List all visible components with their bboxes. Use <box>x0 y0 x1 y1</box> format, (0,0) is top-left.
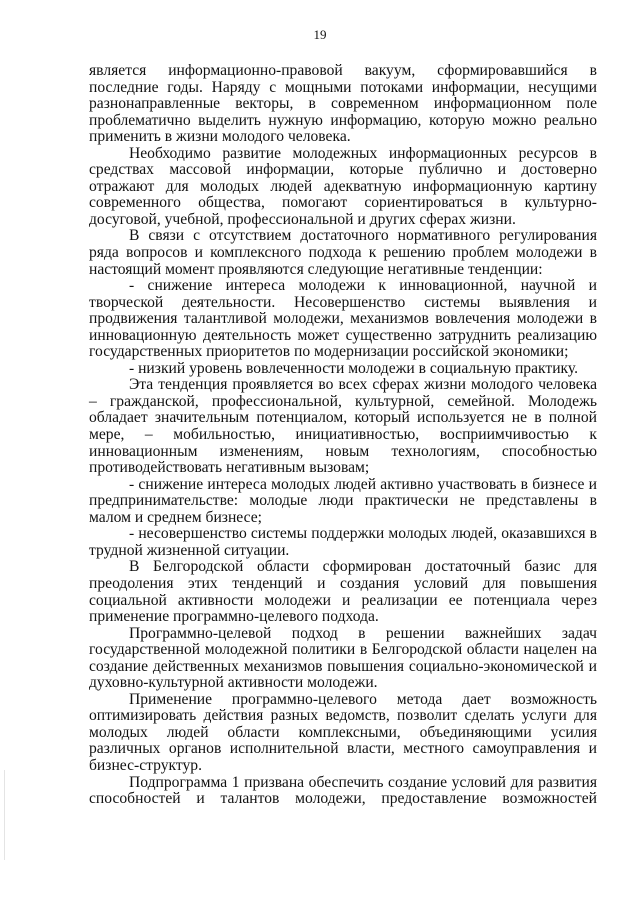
paragraph-program-approach: Программно-целевой подход в решении важнейших задач государственной молодежной политики в Белгородской области нацелен на создание действенных механизмов повышения социально-экономической и духовно-культурной активности молодежи. <box>89 624 597 692</box>
paragraph-subprogram-1: Подпрограмма 1 призвана обеспечить создание условий для развития способностей и талантов молодежи, предоставление возможностей <box>89 773 597 808</box>
list-item-innovation-interest: - снижение интереса молодежи к инновационной, научной и творческой деятельности. Несовершенство системы выявления и продвижения талантливой молодежи, механизмов вовлечения молодежи в инновационную деятельность может существенно затруднить реализацию государственных приоритетов по модернизации российской экономики; <box>89 277 597 361</box>
document-body <box>89 63 597 808</box>
paragraph-belgorod-basis: В Белгородской области сформирован достаточный базис для преодоления этих тенденций и создания условий для повышения социальной активности молодежи и реализации ее потенциала через применение программно-целевого подхода. <box>89 558 597 626</box>
paragraph-information-vacuum: является информационно-правовой вакуум, сформировавшийся в последние годы. Наряду с мощными потоками информации, несущими разнонаправленные векторы, в современном информационном поле проблематично выделить нужную информацию, которую можно реально применить в жизни молодого человека. <box>89 62 597 146</box>
list-item-support-system: - несовершенство системы поддержки молодых людей, оказавшихся в трудной жизненной ситуации. <box>89 525 597 559</box>
paragraph-trend-description: Эта тенденция проявляется во всех сферах жизни молодого человека – гражданской, профессиональной, культурной, семейной. Молодежь обладает значительным потенциалом, который используется не в полной мере, – мобильностью, инициативностью, восприимчивостью к инновационным изменениям, новым технологиям, способностью противодействовать негативным вызовам; <box>89 376 597 477</box>
paragraph-program-method: Применение программно-целевого метода дает возможность оптимизировать действия разных ведомств, позволит сделать услуги для молодых людей области комплексными, объединяющими усилия различных органов исполнительной власти, местного самоуправления и бизнес-структур. <box>89 690 597 774</box>
page-number: 19 <box>313 27 327 42</box>
list-item-business-interest: - снижение интереса молодых людей активно участвовать в бизнесе и предпринимательстве: молодые люди практически не представлены в малом и среднем бизнесе; <box>89 475 597 526</box>
scan-edge-mark <box>4 770 5 860</box>
list-item-social-practice: - низкий уровень вовлеченности молодежи в социальную практику. <box>129 359 579 377</box>
paragraph-information-resources: Необходимо развитие молодежных информационных ресурсов в средствах массовой информации, которые публично и достоверно отражают для молодых людей адекватную информационную картину современного общества, помогают сориентироваться в культурно-досуговой, учебной, профессиональной и других сферах жизни. <box>89 144 597 228</box>
paragraph-negative-trends-intro: В связи с отсутствием достаточного нормативного регулирования ряда вопросов и комплексного подхода к решению проблем молодежи в настоящий момент проявляются следующие негативные тенденции: <box>89 227 597 278</box>
